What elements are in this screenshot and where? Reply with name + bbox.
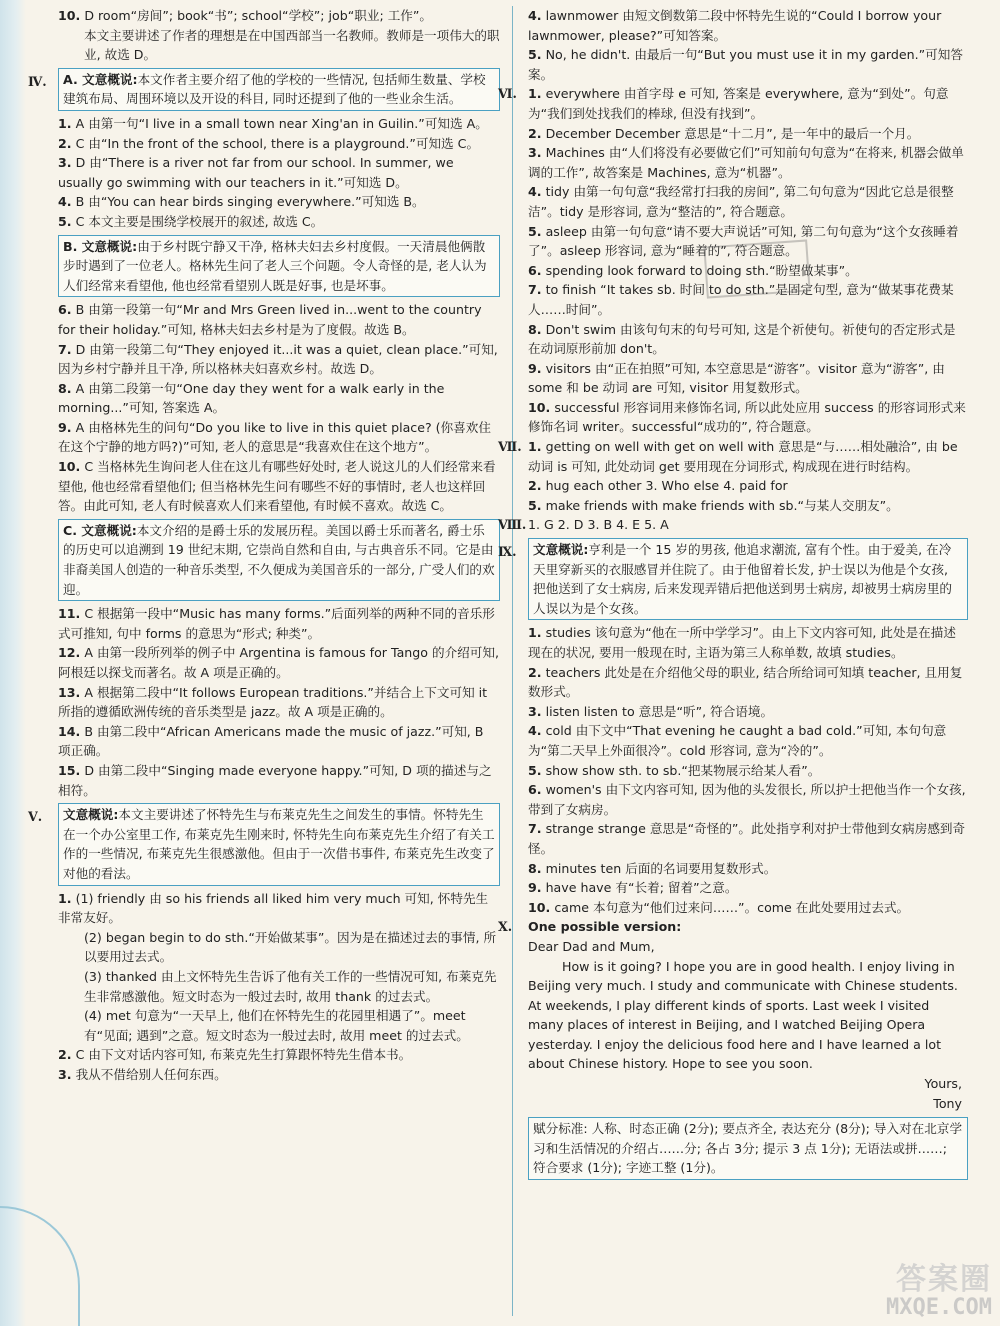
section-10 [498, 917, 968, 1180]
answer-item: 10. C 当格林先生询问老人住在这儿有哪些好处时, 老人说这儿的人们经常来看望他, 他也经常看望他们; 但当格林先生问有哪些不好的事情时, 老人也这样回答。由此可知, 老人有时候喜欢人们来看望他, 有时候不喜欢。故选 C。 [58, 459, 496, 514]
answer-item: 12. A 由第一段所列举的例子中 Argentina is famous for Tango 的介绍可知, 阿根廷以探戈而著名。故 A 项是正确的。 [58, 645, 499, 680]
watermark [886, 1264, 992, 1320]
answer-item: 2. hug each other 3. Who else 4. paid for [528, 478, 788, 494]
answer-item: 13. A 根据第二段中“It follows European traditions.”并结合上下文可知 it 所指的遵循欧洲传统的音乐类型是 jazz。故 A 项是正确的。 [58, 684, 488, 720]
answer-item: 5. No, he didn't. 由最后一句“But you must use it in my garden.”可知答案。 [528, 47, 963, 82]
essay-greeting: Dear Dad and Mum, [528, 938, 655, 954]
section-numeral: Ⅷ. [498, 517, 527, 533]
answer-item: 8. A 由第二段第一句“One day they went for a walk early in the morning...”可知, 答案选 A。 [58, 380, 445, 416]
answer-item: 3. listen listen to 意思是“听”, 符合语境。 [528, 703, 774, 719]
summary-box: 文意概说:亨利是一个 15 岁的男孩, 他追求潮流, 富有个性。由于爱美, 在冷天里穿新买的衣服感冒并住院了。由于他留着长发, 护士误以为他是个女孩, 把他送到了女士病房, 后来发现弄错后把他送到男士病房, 却被男士病房里的人误以为是个女孩。 [528, 538, 968, 620]
answer-item: 3. Machines 由“人们将没有必要做它们”可知前句句意为“在将来, 机器会做单调的工作”, 故答案是 Machines, 意为“机器”。 [528, 145, 964, 180]
answer-item: 2. teachers 此处是在介绍他父母的职业, 结合所给词可知填 teacher, 且用复数形式。 [528, 664, 963, 700]
answer-item: 5. make friends with make friends with sb.“与某人交朋友”。 [528, 497, 899, 513]
answer-note: 本文主要讲述了作者的理想是在中国西部当一名教师。教师是一项伟大的职业, 故选 D。 [84, 27, 500, 63]
section-8 [498, 515, 968, 535]
answer-item: 2. C 由“In the front of the school, there is a playground.”可知选 C。 [58, 135, 480, 151]
answer-item: 5. asleep 由第一句句意“请不要大声说话”可知, 第二句句意为“这个女孩睡着了”。asleep 形容词, 意为“睡着的”, 符合题意。 [528, 223, 959, 259]
answer-item: 3. 我从不借给别人任何东西。 [58, 1066, 227, 1082]
answer-item: 6. B 由第一段第一句“Mr and Mrs Green lived in...went to the country for their holiday.”可知, 格林夫妇去乡村是为了度假。故选 B。 [58, 302, 482, 337]
summary-box: 文意概说:本文主要讲述了怀特先生与布莱克先生之间发生的事情。怀特先生在一个办公室里工作, 布莱克先生刚来时, 怀特先生向布莱克先生介绍了有关工作的一些情况, 布莱克先生很感激他。但由于一次借书事件, 布莱克先生改变了对他的看法。 [58, 803, 500, 885]
essay-signature: Tony [933, 1095, 962, 1111]
scoring-criteria-box: 赋分标准: 人称、时态正确 (2分); 要点齐全, 表达充分 (8分); 导入对在北京学习和生活情况的介绍占……分; 各占 3分; 提示 3 点 1分); 无语法或拼……; 符合要求 (1分); 字迹工整 (1分)。 [528, 1117, 968, 1180]
answer-item: 9. have have 有“长着; 留着”之意。 [528, 880, 738, 896]
answer-item: 10. came 本句意为“他们过来问……”。come 在此处要用过去式。 [528, 899, 910, 915]
left-column [28, 6, 500, 1084]
answer-item: 2. December December 意思是“十二月”, 是一年中的最后一个月。 [528, 125, 920, 141]
answer-item: 9. A 由格林先生的问句“Do you like to live in this quiet place? (你喜欢住在这个宁静的地方吗?)”可知, 老人的意思是“我喜欢住在这个地方”。 [58, 419, 491, 455]
answer-item: 5. C 本文主要是围绕学校展开的叙述, 故选 C。 [58, 213, 324, 229]
summary-box: C. 文意概说:本文介绍的是爵士乐的发展历程。美国以爵士乐而著名, 爵士乐的历史可以追溯到 19 世纪末期, 它崇尚自然和自由, 与古典音乐不同。它是由非裔美国人创造的一种音乐类型, 不久便成为美国音乐的一部分, 广受人们的欢迎。 [58, 519, 500, 601]
answer-item: 9. visitors 由“正在拍照”可知, 本空意思是“游客”。visitor 意为“游客”, 由 some 和 be 动词 are 可知, visitor 用复数形式。 [528, 360, 945, 396]
answer-item: (4) met 句意为“一天早上, 他们在怀特先生的花园里相遇了”。meet 有“见面; 遇到”之意。短文时态为一般过去时, 故用 meet 的过去式。 [84, 1008, 469, 1043]
answer-item: (2) began begin to do sth.“开始做某事”。因为是在描述过去的事情, 所以要用过去式。 [84, 929, 497, 965]
answer-item: 3. D 由“There is a river not far from our school. In summer, we usually go swimming with our teachers in it.”可知选 D。 [58, 155, 454, 190]
section-numeral: Ⅴ. [28, 809, 43, 825]
answer-item: 7. strange strange 意思是“奇怪的”。此处指亨利对护士带他到女病房感到奇怪。 [528, 821, 966, 856]
section-numeral: Ⅹ. [498, 919, 513, 935]
right-column [498, 6, 968, 1180]
section-numeral: Ⅳ. [28, 73, 47, 89]
answer-item: 10. D room“房间”; book“书”; school“学校”; job“职业; 工作”。 [58, 8, 432, 23]
answer-item: 14. B 由第二段中“African Americans made the music of jazz.”可知, B 项正确。 [58, 723, 484, 759]
answer-item: 15. D 由第二段中“Singing made everyone happy.”可知, D 项的描述与之相符。 [58, 762, 492, 798]
answer-line: 1. G 2. D 3. B 4. E 5. A [528, 517, 669, 533]
page-edge-curve [0, 1206, 80, 1326]
answer-item: 6. spending look forward to doing sth.“盼望做某事”。 [528, 262, 858, 278]
answer-item: 1. (1) friendly 由 so his friends all liked him very much 可知, 怀特先生非常友好。 [58, 890, 489, 926]
section-numeral: Ⅵ. [498, 86, 517, 102]
answer-item: 8. Don't swim 由该句句末的句号可知, 这是个祈使句。祈使句的否定形式是在动词原形前加 don't。 [528, 321, 956, 357]
section-5 [28, 803, 500, 1084]
stamp-mark [703, 239, 810, 298]
answer-item: 4. tidy 由第一句句意“我经常打扫我的房间”, 第二句句意为“因此它总是很整洁”。tidy 是形容词, 意为“整洁的”, 符合题意。 [528, 184, 954, 219]
answer-item: 2. C 由下文对话内容可知, 布莱克先生打算跟怀特先生借本书。 [58, 1047, 412, 1063]
summary-box: B. 文意概说:由于乡村既宁静又干净, 格林夫妇去乡村度假。一天清晨他俩散步时遇到了一位老人。格林先生问了老人三个问题。令人奇怪的是, 老人认为人们经常来看望他, 他也经常看望别人既是好事, 也是坏事。 [58, 235, 500, 298]
answer-item: 7. to finish “It takes sb. 时间 to do sth.”是固定句型, 意为“做某事花费某人……时间”。 [528, 282, 954, 317]
column-divider [512, 6, 513, 1316]
answer-item: (3) thanked 由上文怀特先生告诉了他有关工作的一些情况可知, 布莱克先生非常感激他。短文时态为一般过去时, 故用 thank 的过去式。 [84, 968, 497, 1004]
answer-item: 11. C 根据第一段中“Music has many forms.”后面列举的两种不同的音乐形式可推知, 句中 forms 的意思为“形式; 种类”。 [58, 606, 495, 641]
answer-item: 4. cold 由下文中“That evening he caught a bad cold.”可知, 本句句意为“第二天早上外面很冷”。cold 形容词, 意为“冷的”。 [528, 723, 947, 758]
section-numeral: Ⅶ. [498, 439, 522, 455]
answer-item: 4. B 由“You can hear birds singing everywhere.”可知选 B。 [58, 194, 425, 210]
answer-item: 7. D 由第一段第二句“They enjoyed it...it was a quiet, clean place.”可知, 因为乡村宁静并且干净, 所以格林夫妇喜欢乡村。故选 D。 [58, 341, 498, 377]
answer-item: 4. lawnmower 由短文倒数第二段中怀特先生说的“Could I borrow your lawnmower, please?”可知答案。 [528, 8, 942, 43]
answer-item: 10. successful 形容词用来修饰名词, 所以此处应用 success 的形容词形式来修饰名词 writer。successful“成功的”, 符合题意。 [528, 399, 966, 435]
page-edge [0, 0, 26, 1326]
answer-item: 1. everywhere 由首字母 e 可知, 答案是 everywhere, 意为“到处”。句意为“我们到处找我们的棒球, 但没有找到”。 [528, 86, 949, 121]
answer-item: 1. A 由第一句“I live in a small town near Xing'an in Guilin.”可知选 A。 [58, 115, 488, 131]
summary-box: A. 文意概说:本文作者主要介绍了他的学校的一些情况, 包括师生数量、学校建筑布局、周围环境以及开设的科目, 同时还提到了他的一些业余生活。 [58, 68, 500, 111]
answer-item: 8. minutes ten 后面的名词要用复数形式。 [528, 860, 777, 876]
section-9 [498, 538, 968, 917]
section-4 [28, 68, 500, 800]
section-numeral: Ⅸ. [498, 544, 517, 560]
essay-heading: One possible version: [528, 919, 682, 935]
essay-closing: Yours, [924, 1076, 962, 1092]
section-7 [498, 437, 968, 515]
essay-body: How is it going? I hope you are in good health. I enjoy living in Beijing very much. I study and communicate with Chinese students. At weekends, I play different kinds of sports. Last week I visited many places of interest in Beijing, and I watched Beijing Opera yesterday. I enjoy the delicious food here and I have learned a lot about Chinese history. Hope to see you soon. [528, 958, 958, 1072]
answer-item: 1. getting on well with get on well with 意思是“与……相处融洽”, 由 be 动词 is 可知, 此处动词 get 要用现在分词形式, 构成现在进行时结构。 [528, 439, 958, 474]
answer-item: 1. studies 该句意为“他在一所中学学习”。由上下文内容可知, 此处是在描述现在的状况, 要用一般现在时, 主语为第三人称单数, 故填 studies。 [528, 625, 956, 660]
watermark-logo-text: 答案圈 [896, 1262, 992, 1297]
watermark-url: MXQE.COM [886, 1295, 992, 1320]
answer-item: 6. women's 由下文内容可知, 因为他的头发很长, 所以护士把他当作一个女孩, 带到了女病房。 [528, 782, 966, 817]
answer-item: 5. show show sth. to sb.“把某物展示给某人看”。 [528, 762, 821, 778]
